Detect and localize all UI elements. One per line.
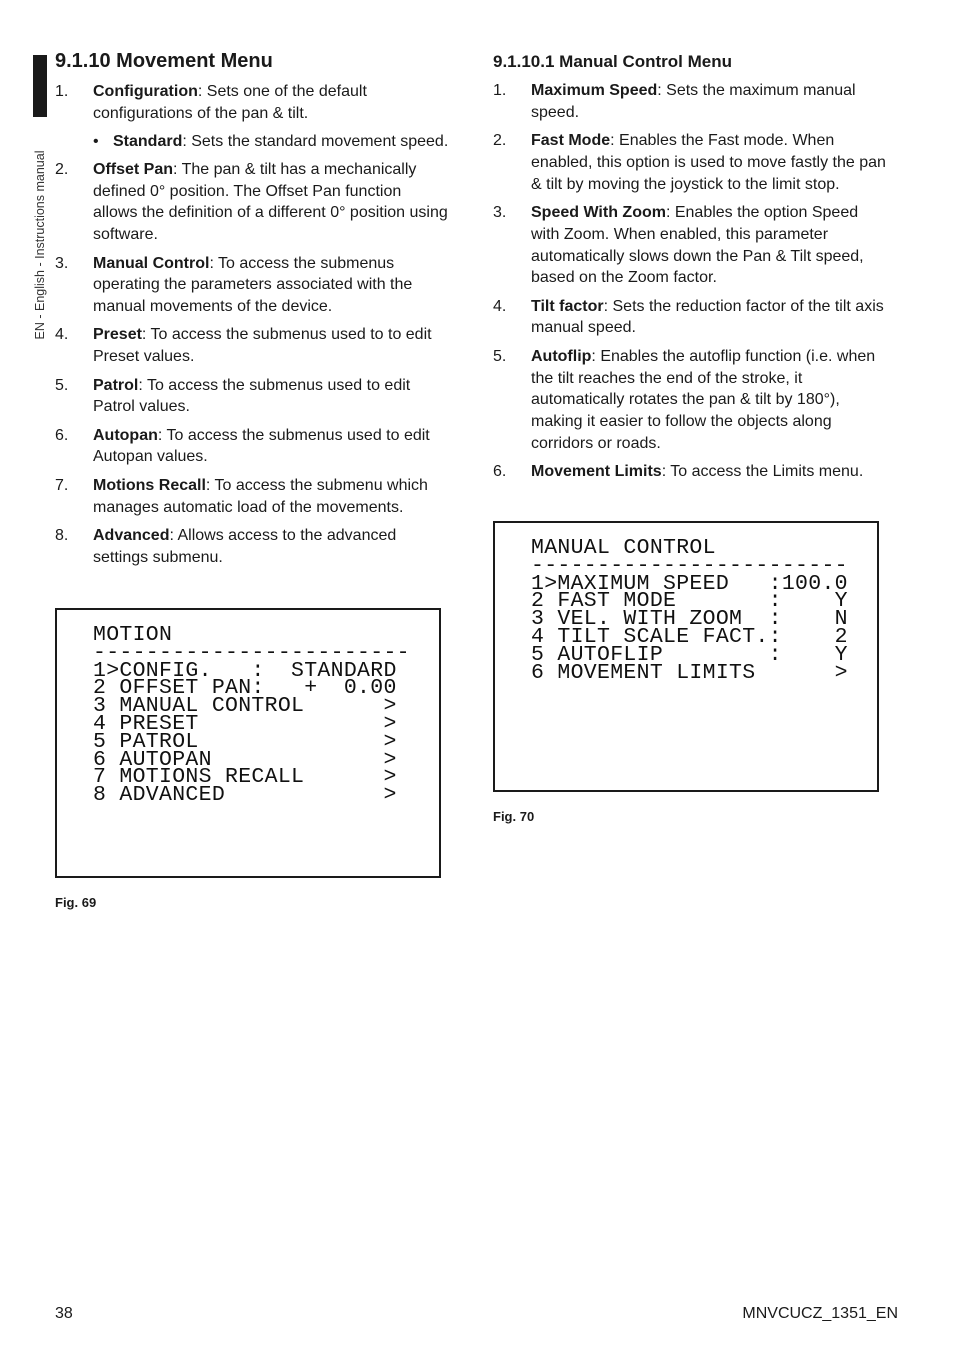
osd-line: 6 MOVEMENT LIMITS > <box>531 660 848 685</box>
osd-text <box>93 623 439 808</box>
list-item <box>493 461 888 483</box>
item-number: 3. <box>493 203 507 221</box>
item-number: 4. <box>493 297 507 315</box>
list-item <box>55 81 450 152</box>
item-number: 4. <box>55 326 69 344</box>
osd-line: 6 AUTOPAN > <box>93 747 397 772</box>
item-term: Movement Limits <box>531 463 662 481</box>
list-item <box>55 525 450 569</box>
item-text: : To access the submenus operating the parameters associated with the manual movements of the device. <box>93 254 413 316</box>
osd-line: ------------------------ <box>531 553 848 578</box>
item-number: 6. <box>55 426 69 444</box>
item-text: : To access the submenus used to edit Patrol values. <box>93 376 411 416</box>
item-text: : To access the Limits menu. <box>661 463 864 481</box>
item-number: 2. <box>493 132 507 150</box>
osd-line: 7 MOTIONS RECALL > <box>93 765 397 790</box>
item-term: Patrol <box>93 376 139 394</box>
item-number: 2. <box>55 160 69 178</box>
osd-line: 2 OFFSET PAN: + 0.00 <box>93 676 397 701</box>
item-text: : To access the submenus used to to edit Preset values. <box>93 326 432 366</box>
item-number: 5. <box>55 376 69 394</box>
osd-line: MANUAL CONTROL <box>531 536 716 560</box>
list-item <box>493 296 888 340</box>
item-term: Tilt factor <box>531 297 604 315</box>
sub-list-item <box>93 131 450 153</box>
osd-line: 4 PRESET > <box>93 711 397 736</box>
item-text: : Allows access to the advanced settings submenu. <box>93 526 397 566</box>
movement-menu-list <box>55 81 450 568</box>
document-code: MNVCUCZ_1351_EN <box>742 1305 898 1322</box>
osd-line: 3 MANUAL CONTROL > <box>93 694 397 719</box>
osd-line: 4 TILT SCALE FACT.: 2 <box>531 624 848 649</box>
manual-control-screen <box>493 521 879 792</box>
right-column <box>493 52 888 490</box>
item-term: Advanced <box>93 526 170 544</box>
osd-line: MOTION <box>93 623 173 647</box>
item-text: : The pan & tilt has a mechanically defined 0° position. The Offset Pan function allows the definition of a different 0° position using software. <box>93 160 448 244</box>
list-item <box>55 324 450 368</box>
sub-list <box>93 131 450 153</box>
osd-line: 1>CONFIG. : STANDARD <box>93 658 397 683</box>
item-text: : Enables the autoflip function (i.e. when the tilt reaches the end of the stroke, it automatically rotates the pan & tilt by 180°), making it easier to follow the objects along corridors or roads. <box>531 347 876 452</box>
list-item <box>55 159 450 246</box>
bullet-icon: • <box>93 132 99 150</box>
item-text: : To access the submenu which manages automatic load of the movements. <box>93 476 428 516</box>
section-tab-marker <box>33 55 47 117</box>
list-item <box>55 253 450 318</box>
item-text: : To access the submenus used to edit Autopan values. <box>93 426 430 466</box>
item-term: Motions Recall <box>93 476 206 494</box>
osd-line: 1>MAXIMUM SPEED :100.0 <box>531 571 848 596</box>
manual-control-list <box>493 80 888 483</box>
figure-caption: Fig. 70 <box>493 809 535 824</box>
item-text: : Sets the maximum manual speed. <box>531 82 856 121</box>
item-number: 8. <box>55 526 69 544</box>
item-text: : Sets the standard movement speed. <box>182 132 449 150</box>
osd-line: 5 AUTOFLIP : Y <box>531 642 848 667</box>
item-text: : Sets one of the default configurations of the pan & tilt. <box>93 83 367 122</box>
osd-text <box>531 536 877 685</box>
item-term: Offset Pan <box>93 160 174 178</box>
item-term: Autoflip <box>531 347 592 365</box>
osd-line: 2 FAST MODE : Y <box>531 589 848 614</box>
item-term: Manual Control <box>93 254 210 272</box>
item-number: 1. <box>55 83 69 100</box>
item-number: 1. <box>493 82 507 99</box>
item-number: 5. <box>493 347 507 365</box>
item-term: Maximum Speed <box>531 82 658 99</box>
list-item <box>493 202 888 289</box>
page-number: 38 <box>55 1305 73 1322</box>
osd-line: 3 VEL. WITH ZOOM : N <box>531 607 848 632</box>
item-term: Autopan <box>93 426 158 444</box>
list-item <box>493 130 888 195</box>
item-text: : Enables the Fast mode. When enabled, this option is used to move fastly the pan & tilt by moving the joystick to the limit stop. <box>531 132 886 193</box>
list-item <box>493 346 888 455</box>
subsection-heading: 9.1.10.1 Manual Control Menu <box>493 52 732 71</box>
item-number: 6. <box>493 463 507 481</box>
section-heading: 9.1.10 Movement Menu <box>55 50 273 72</box>
item-term: Standard <box>113 132 183 150</box>
list-item <box>55 425 450 469</box>
list-item <box>493 80 888 124</box>
list-item <box>55 475 450 519</box>
item-number: 3. <box>55 254 69 272</box>
figure-caption: Fig. 69 <box>55 895 97 910</box>
osd-line: 5 PATROL > <box>93 729 397 754</box>
item-term: Speed With Zoom <box>531 203 666 221</box>
item-term: Configuration <box>93 83 198 100</box>
item-text: : Sets the reduction factor of the tilt axis manual speed. <box>531 297 884 337</box>
list-item <box>55 375 450 419</box>
osd-line: 8 ADVANCED > <box>93 783 397 808</box>
item-term: Fast Mode <box>531 132 611 150</box>
motion-menu-screen <box>55 608 441 878</box>
item-term: Preset <box>93 326 142 344</box>
osd-line: ------------------------ <box>93 640 410 665</box>
item-text: : Enables the option Speed with Zoom. When enabled, this parameter automatically slows down the Pan & Tilt speed, based on the Zoom factor. <box>531 203 864 287</box>
left-column <box>55 50 450 575</box>
side-label: EN - English - Instructions manual <box>33 150 47 340</box>
item-number: 7. <box>55 476 69 494</box>
